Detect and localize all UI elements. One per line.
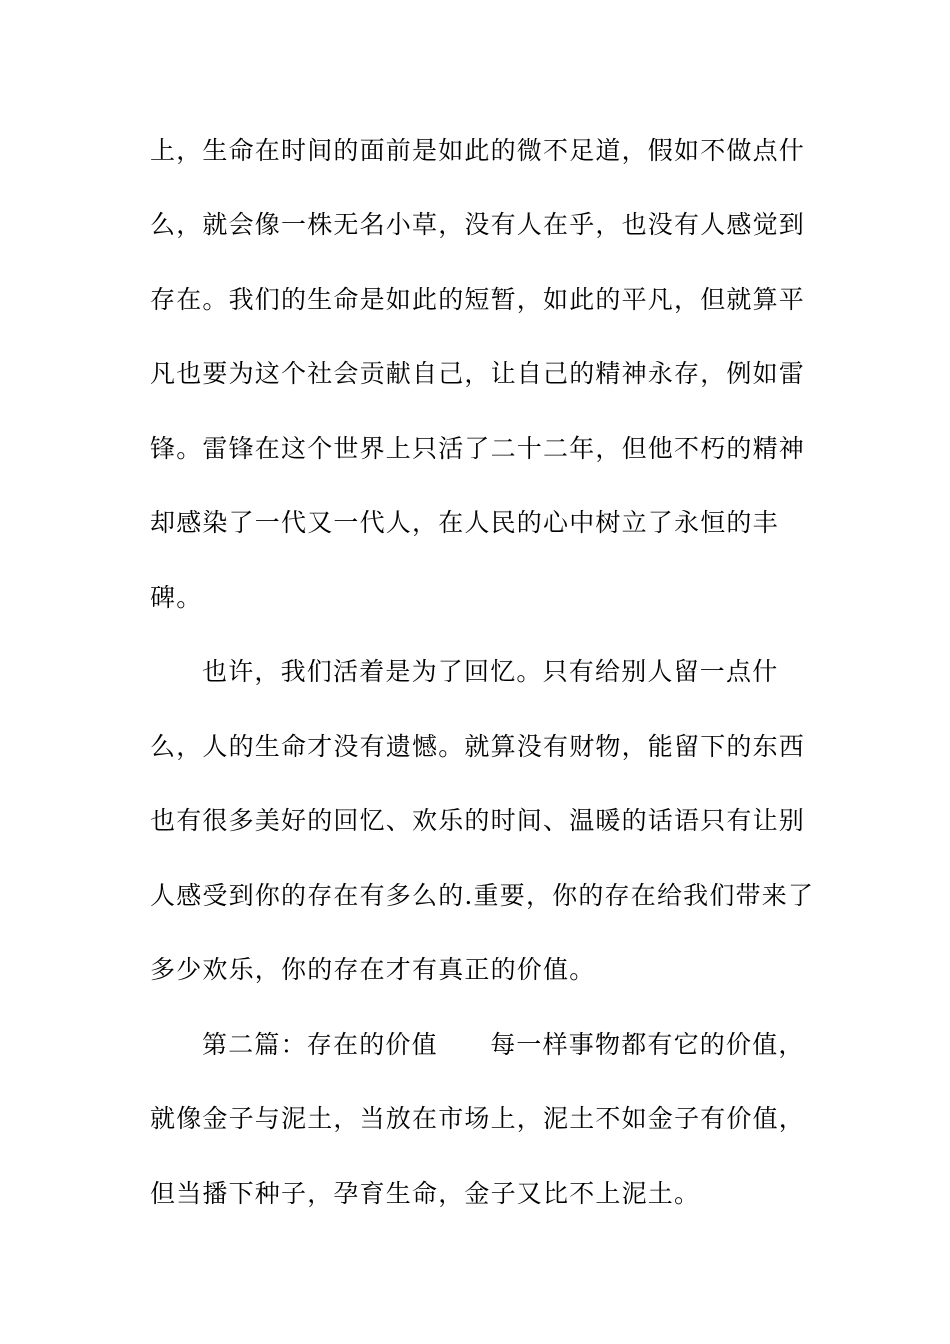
text-line: 凡也要为这个社会贡献自己，让自己的精神永存，例如雷 <box>150 359 806 388</box>
text-line: 多少欢乐，你的存在才有真正的价值。 <box>150 955 596 984</box>
text-line: 存在。我们的生命是如此的短暂，如此的平凡，但就算平 <box>150 285 806 314</box>
paragraph-first-line: 也许，我们活着是为了回忆。只有给别人留一点什 <box>202 657 779 686</box>
text-line: 么，人的生命才没有遗憾。就算没有财物，能留下的东西 <box>150 732 806 761</box>
text-line: 锋。雷锋在这个世界上只活了二十二年，但他不朽的精神 <box>150 434 806 463</box>
text-line: 也有很多美好的回忆、欢乐的时间、温暖的话语只有让别 <box>150 806 806 835</box>
text-line: 就像金子与泥土，当放在市场上，泥土不如金子有价值， <box>150 1104 806 1133</box>
text-line: 但当播下种子，孕育生命，金子又比不上泥土。 <box>150 1179 701 1208</box>
text-line: 么，就会像一株无名小草，没有人在乎，也没有人感觉到 <box>150 210 806 239</box>
text-line: 上，生命在时间的面前是如此的微不足道，假如不做点什 <box>150 136 806 165</box>
text-line: 却感染了一代又一代人，在人民的心中树立了永恒的丰 <box>150 508 779 537</box>
section-heading-line: 第二篇：存在的价值 每一样事物都有它的价值， <box>202 1030 805 1059</box>
text-line: 碑。 <box>150 583 203 612</box>
text-line: 人感受到你的存在有多么的.重要，你的存在给我们带来了 <box>150 881 815 910</box>
